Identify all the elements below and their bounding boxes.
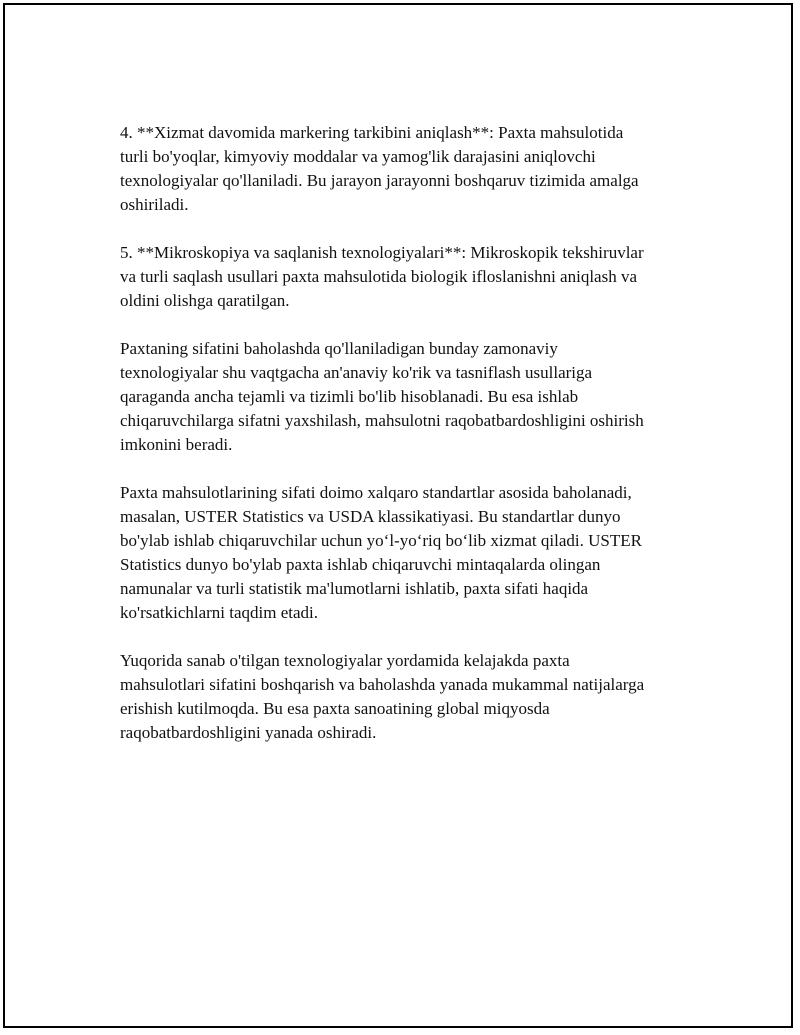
text-line: raqobatbardoshligini yanada oshiradi. — [120, 723, 377, 742]
text-line: qaraganda ancha tejamli va tizimli bo'lib hisoblanadi. Bu esa ishlab — [120, 387, 579, 406]
text-line: 5. **Mikroskopiya va saqlanish texnologiyalari**: Mikroskopik tekshiruvlar — [120, 243, 644, 262]
paragraph-modern-technologies — [120, 337, 700, 457]
text-line: bo'ylab ishlab chiqaruvchilar uchun yo‘l-yo‘riq bo‘lib xizmat qiladi. USTER — [120, 531, 642, 550]
paragraph-international-standards — [120, 481, 700, 625]
paragraph-item-5 — [120, 241, 700, 313]
document-body — [120, 121, 700, 769]
paragraph-item-4 — [120, 121, 700, 217]
text-line: texnologiyalar shu vaqtgacha an'anaviy ko'rik va tasniflash usullariga — [120, 363, 593, 382]
document-page — [3, 3, 793, 1028]
text-line: Statistics dunyo bo'ylab paxta ishlab chiqaruvchi mintaqalarda olingan — [120, 555, 601, 574]
text-line: chiqaruvchilarga sifatni yaxshilash, mahsulotni raqobatbardoshligini oshirish — [120, 411, 644, 430]
text-line: erishish kutilmoqda. Bu esa paxta sanoatining global miqyosda — [120, 699, 550, 718]
text-line: va turli saqlash usullari paxta mahsulotida biologik ifloslanishni aniqlash va — [120, 267, 637, 286]
text-line: masalan, USTER Statistics va USDA klassikatiyasi. Bu standartlar dunyo — [120, 507, 621, 526]
text-line: texnologiyalar qo'llaniladi. Bu jarayon jarayonni boshqaruv tizimida amalga — [120, 171, 639, 190]
text-line: oldini olishga qaratilgan. — [120, 291, 290, 310]
text-line: ko'rsatkichlarni taqdim etadi. — [120, 603, 319, 622]
text-line: 4. **Xizmat davomida markering tarkibini aniqlash**: Paxta mahsulotida — [120, 123, 624, 142]
text-line: Yuqorida sanab o'tilgan texnologiyalar yordamida kelajakda paxta — [120, 651, 570, 670]
text-line: imkonini beradi. — [120, 435, 233, 454]
text-line: namunalar va turli statistik ma'lumotlarni ishlatib, paxta sifati haqida — [120, 579, 589, 598]
text-line: mahsulotlari sifatini boshqarish va baholashda yanada mukammal natijalarga — [120, 675, 645, 694]
text-line: Paxtaning sifatini baholashda qo'llaniladigan bunday zamonaviy — [120, 339, 558, 358]
text-line: turli bo'yoqlar, kimyoviy moddalar va yamog'lik darajasini aniqlovchi — [120, 147, 596, 166]
text-line: Paxta mahsulotlarining sifati doimo xalqaro standartlar asosida baholanadi, — [120, 483, 632, 502]
paragraph-conclusion — [120, 649, 700, 745]
text-line: oshiriladi. — [120, 195, 189, 214]
